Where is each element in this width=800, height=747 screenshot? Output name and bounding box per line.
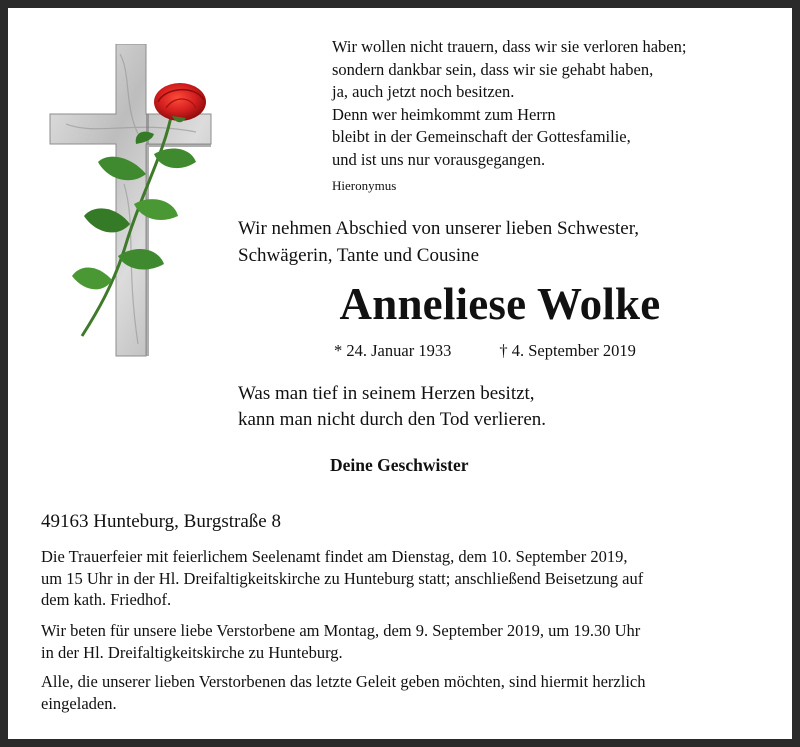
farewell-intro — [238, 215, 639, 269]
funeral-service-paragraph — [41, 546, 771, 611]
memorial-quote — [238, 381, 546, 433]
poem-line: ja, auch jetzt noch besitzen. — [332, 82, 515, 101]
poem-line: Denn wer heimkommt zum Herrn — [332, 104, 556, 124]
paragraph-line: dem kath. Friedhof. — [41, 590, 172, 609]
death-date: † 4. September 2019 — [499, 341, 636, 360]
life-dates — [334, 341, 636, 361]
poem-line: Wir wollen nicht trauern, dass wir sie verloren haben; — [332, 37, 687, 56]
poem-line: sondern dankbar sein, dass wir sie gehabt haben, — [332, 59, 654, 79]
poem-author: Hieronymus — [332, 178, 397, 193]
poem — [332, 36, 772, 171]
intro-line: Wir nehmen Abschied von unserer lieben Schwester, — [238, 218, 640, 239]
mourning-address: 49163 Hunteburg, Burgstraße 8 — [41, 511, 281, 532]
paragraph-line: in der Hl. Dreifaltigkeitskirche zu Hunteburg. — [41, 642, 343, 662]
mourners-signature: Deine Geschwister — [330, 455, 469, 475]
invitation-paragraph — [41, 671, 771, 714]
paragraph-line: Wir beten für unsere liebe Verstorbene am Montag, dem 9. September 2019, um 19.30 Uhr — [41, 621, 641, 640]
prayer-paragraph — [41, 620, 771, 663]
poem-line: und ist uns nur vorausgegangen. — [332, 149, 546, 169]
poem-line: bleibt in der Gemeinschaft der Gottesfamilie, — [332, 127, 631, 146]
quote-line: Was man tief in seinem Herzen besitzt, — [238, 383, 535, 404]
paragraph-line: um 15 Uhr in der Hl. Dreifaltigkeitskirche zu Hunteburg statt; anschließend Beisetzung auf — [41, 568, 644, 588]
cross-with-rose-icon — [46, 44, 216, 364]
paragraph-line: Die Trauerfeier mit feierlichem Seelenamt findet am Dienstag, dem 10. September 2019, — [41, 547, 628, 566]
quote-line: kann man nicht durch den Tod verlieren. — [238, 409, 547, 430]
deceased-name: Anneliese Wolke — [339, 279, 661, 329]
birth-date: * 24. Januar 1933 — [334, 341, 452, 360]
paragraph-line: eingeladen. — [41, 693, 117, 713]
paragraph-line: Alle, die unserer lieben Verstorbenen das letzte Geleit geben möchten, sind hiermit herzlich — [41, 672, 646, 691]
obituary-notice — [8, 8, 792, 739]
intro-line: Schwägerin, Tante und Cousine — [238, 245, 480, 266]
